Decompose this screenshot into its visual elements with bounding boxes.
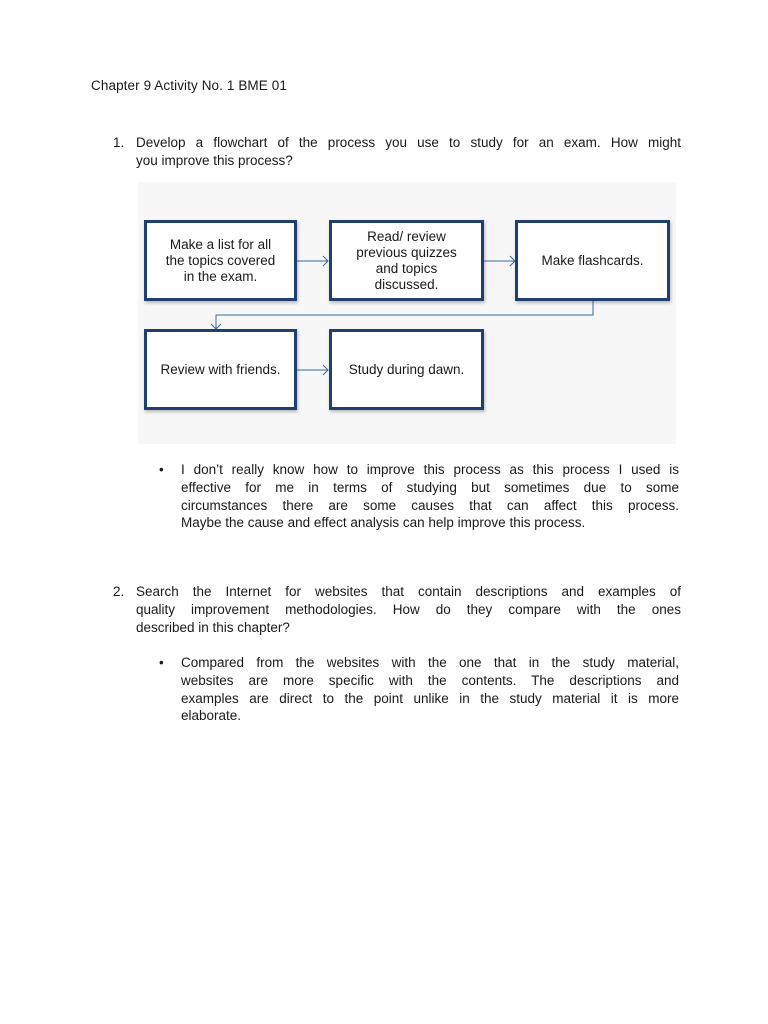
answer-text (181, 654, 679, 725)
question-line: quality improvement methodologies. How do they compare with the ones (136, 602, 681, 617)
question-number: 1. (113, 135, 125, 150)
flow-step-line: Make flashcards. (541, 252, 644, 268)
answer-line: circumstances there are some causes that can affect this process. (181, 497, 679, 513)
flow-step-line: discussed. (374, 276, 439, 292)
flow-step-line: previous quizzes (356, 244, 457, 260)
answer-text (181, 461, 679, 532)
question-text (136, 134, 681, 170)
answer-line: elaborate. (181, 708, 242, 724)
question-line: Search the Internet for websites that contain descriptions and examples of (136, 584, 681, 599)
question-number: 2. (113, 584, 125, 599)
flow-step-line: Make a list for all (169, 236, 272, 252)
answer-line: I don’t really know how to improve this process as this process I used is (181, 462, 679, 477)
answer-line: websites are more specific with the contents. The descriptions and (181, 672, 679, 688)
flowchart (138, 182, 676, 444)
flow-step-line: Review with friends. (160, 361, 281, 377)
question-text (136, 583, 681, 637)
page-title: Chapter 9 Activity No. 1 BME 01 (91, 78, 287, 93)
answer-line: Maybe the cause and effect analysis can help improve this process. (181, 515, 586, 531)
question-line: Develop a flowchart of the process you use to study for an exam. How might (136, 135, 681, 150)
answer-line: effective for me in terms of studying but sometimes due to some (181, 479, 679, 495)
flow-step-line: and topics (375, 260, 438, 276)
arrow-3-to-4 (216, 300, 593, 329)
answer-line: Compared from the websites with the one that in the study material, (181, 655, 679, 670)
answer-line: examples are direct to the point unlike in the study material it is more (181, 690, 679, 706)
bullet-icon: • (159, 655, 164, 670)
flow-step-study-dawn (329, 329, 484, 410)
flow-step-flashcards (515, 220, 670, 301)
flow-step-line: Study during dawn. (348, 361, 465, 377)
flow-step-line: Read/ review (367, 228, 446, 244)
question-line: you improve this process? (136, 153, 293, 168)
flow-step-review-friends (144, 329, 297, 410)
flow-step-line: in the exam. (183, 268, 258, 284)
flow-step-review-quizzes (329, 220, 484, 301)
flow-step-make-list (144, 220, 297, 301)
flow-step-line: the topics covered (165, 252, 276, 268)
question-line: described in this chapter? (136, 620, 290, 635)
bullet-icon: • (159, 462, 164, 477)
